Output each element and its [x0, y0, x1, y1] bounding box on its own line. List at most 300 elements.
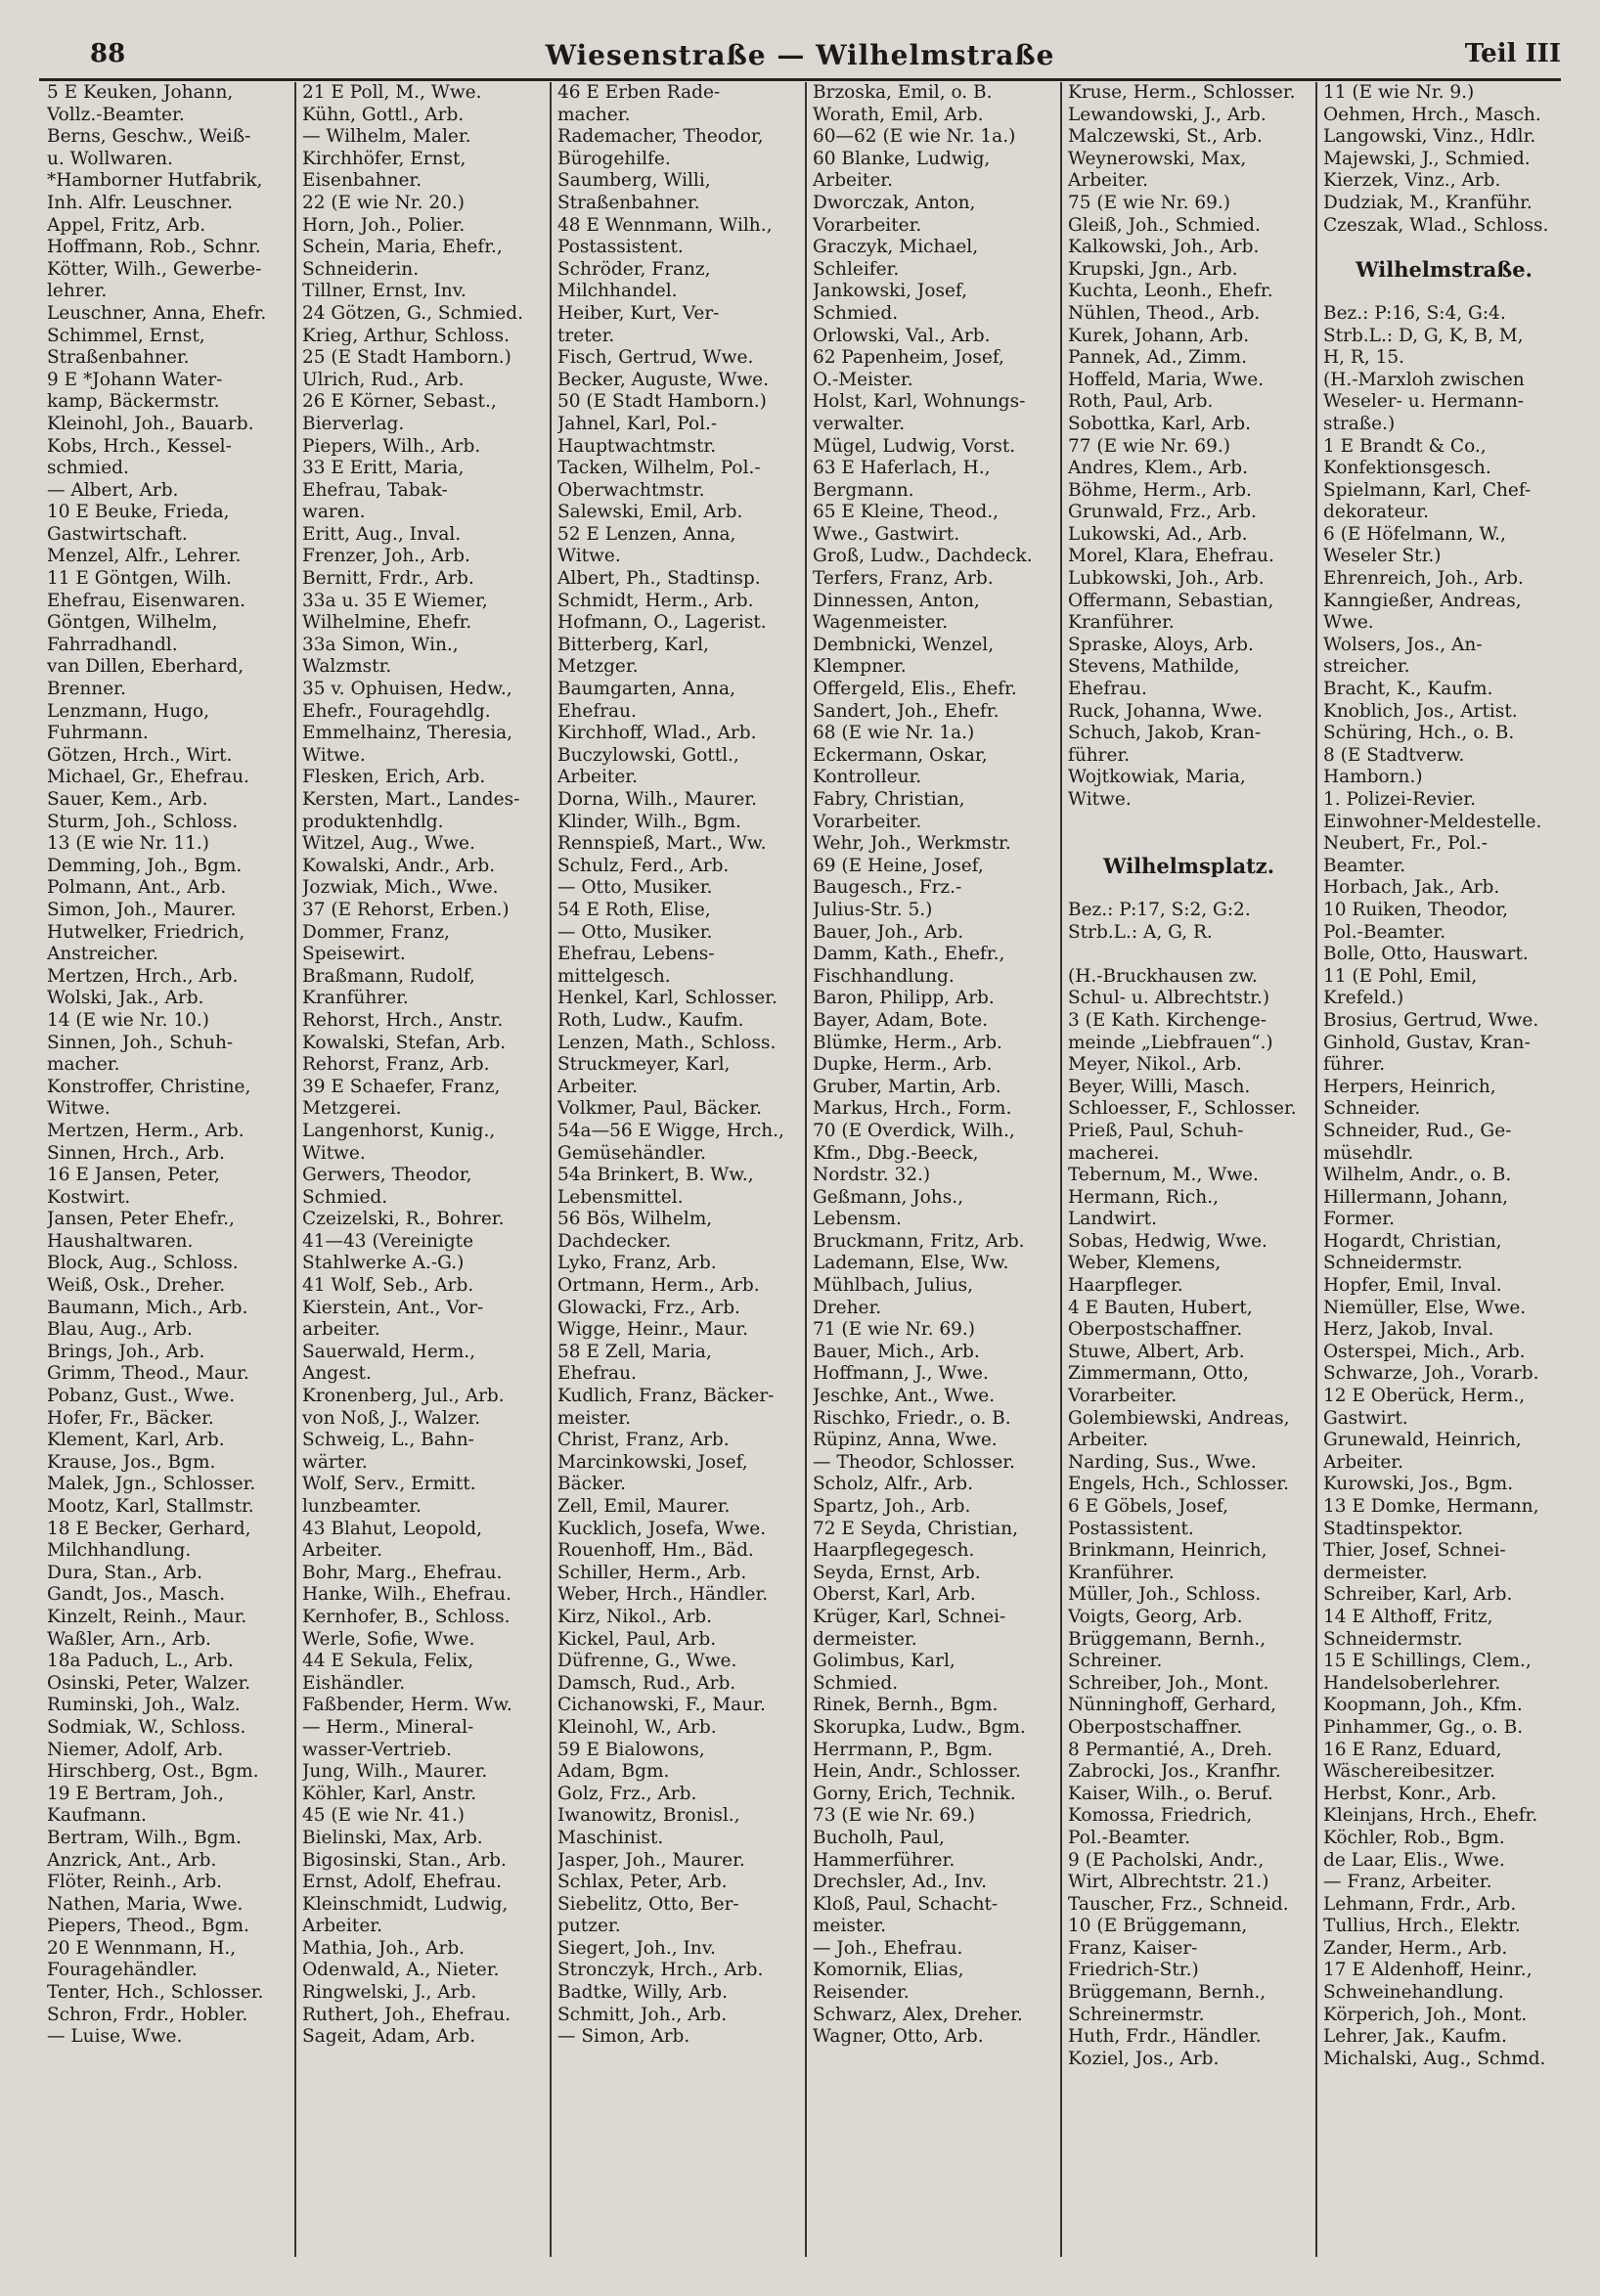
entry-line: Nordstr. 32.): [813, 1165, 931, 1186]
entry-line: Krüger, Karl, Schnei-: [813, 1606, 1006, 1627]
street-heading: Wilhelmsplatz.: [1102, 855, 1275, 878]
entry-line: 75 (E wie Nr. 69.): [1068, 192, 1231, 213]
entry-line: Glowacki, Frz., Arb.: [557, 1297, 740, 1318]
entry-line: Schuch, Jakob, Kran-: [1068, 723, 1262, 744]
entry-line: 68 (E wie Nr. 1a.): [813, 723, 975, 744]
entry-line: macher.: [557, 104, 631, 125]
entry-line: Brzoska, Emil, o. B.: [813, 82, 993, 103]
entry-line: Pol.-Beamter.: [1068, 1827, 1191, 1848]
entry-line: Sageit, Adam, Arb.: [302, 2026, 476, 2048]
entry-line: Witzel, Aug., Wwe.: [302, 833, 475, 855]
entry-line: Stadtinspektor.: [1323, 1518, 1464, 1539]
entry-line: Baron, Philipp, Arb.: [813, 988, 995, 1009]
entry-line: Schul- u. Albrechtstr.): [1068, 988, 1270, 1009]
entry-line: Kierstein, Ant., Vor-: [302, 1297, 484, 1318]
entry-line: Arbeiter.: [1068, 170, 1148, 192]
entry-line: Nünninghoff, Gerhard,: [1068, 1695, 1276, 1716]
entry-line: Schron, Frdr., Hobler.: [47, 2004, 248, 2025]
entry-line: Eisenbahner.: [302, 170, 422, 192]
entry-line: H, R, 15.: [1323, 347, 1405, 369]
entry-line: Offergeld, Elis., Ehefr.: [813, 679, 1017, 700]
entry-line: Kobs, Hrch., Kessel-: [47, 435, 232, 457]
entry-line: Morel, Klara, Ehefrau.: [1068, 546, 1274, 567]
entry-line: Salewski, Emil, Arb.: [557, 502, 743, 523]
entry-line: Wagenmeister.: [813, 612, 949, 634]
entry-line: Mootz, Karl, Stallmstr.: [47, 1496, 254, 1517]
entry-line: Fahrradhandl.: [47, 634, 178, 655]
entry-line: Schulz, Ferd., Arb.: [557, 855, 730, 876]
entry-line: — Luise, Wwe.: [47, 2026, 183, 2048]
entry-line: Lenzen, Math., Schloss.: [557, 1032, 777, 1053]
entry-line: Becker, Auguste, Wwe.: [557, 369, 769, 390]
entry-line: Lenzmann, Hugo,: [47, 700, 209, 722]
page-header: [39, 39, 1561, 82]
entry-line: Hirschberg, Ost., Bgm.: [47, 1761, 259, 1783]
header-rule: [39, 78, 1561, 81]
entry-line: Klement, Karl, Arb.: [47, 1430, 225, 1451]
entry-line: Rehorst, Hrch., Anstr.: [302, 1009, 504, 1031]
entry-line: Kernhofer, B., Schloss.: [302, 1606, 511, 1627]
entry-line: Schmied.: [813, 302, 899, 324]
entry-line: 15 E Schillings, Clem.,: [1323, 1651, 1532, 1672]
entry-line: Ehefrau, Eisenwaren.: [47, 590, 245, 611]
entry-line: Dupke, Herm., Arb.: [813, 1054, 993, 1076]
entry-line: Graczyk, Michael,: [813, 237, 979, 258]
entry-line: mittelgesch.: [557, 965, 671, 987]
entry-line: Vorarbeiter.: [1068, 1386, 1178, 1407]
entry-line: wärter.: [302, 1451, 368, 1473]
entry-line: 12 E Oberück, Herm.,: [1323, 1386, 1526, 1407]
entry-line: Bayer, Adam, Bote.: [813, 1009, 989, 1031]
entry-line: Zander, Herm., Arb.: [1323, 1937, 1508, 1959]
entry-line: Walzmstr.: [302, 656, 392, 678]
entry-line: müsehdlr.: [1323, 1142, 1414, 1164]
entry-line: 18a Paduch, L., Arb.: [47, 1651, 234, 1672]
entry-line: Weseler- u. Hermann-: [1323, 391, 1524, 413]
entry-line: Brenner.: [47, 679, 126, 700]
entry-line: Sinnen, Joh., Schuh-: [47, 1032, 234, 1053]
entry-line: Tillner, Ernst, Inv.: [302, 281, 467, 302]
entry-line: Kontrolleur.: [813, 767, 922, 788]
entry-line: verwalter.: [813, 413, 906, 434]
entry-line: Rouenhoff, Hm., Bäd.: [557, 1540, 754, 1562]
entry-line: 72 E Seyda, Christian,: [813, 1518, 1019, 1539]
entry-line: Saumberg, Willi,: [557, 170, 711, 192]
entry-line: Pannek, Ad., Zimm.: [1068, 347, 1247, 369]
entry-line: Postassistent.: [1068, 1518, 1194, 1539]
entry-line: 11 (E wie Nr. 9.): [1323, 82, 1475, 103]
entry-line: Pinhammer, Gg., o. B.: [1323, 1716, 1524, 1738]
entry-line: [1068, 812, 1310, 834]
entry-line: Spielmann, Karl, Chef-: [1323, 479, 1532, 501]
entry-line: Krause, Jos., Bgm.: [47, 1451, 216, 1473]
entry-line: 54a Brinkert, B. Ww.,: [557, 1165, 754, 1186]
entry-line: Jahnel, Karl, Pol.-: [557, 413, 718, 434]
entry-line: van Dillen, Eberhard,: [47, 656, 244, 678]
entry-line: Jankowski, Josef,: [813, 281, 967, 302]
entry-line: Weiß, Osk., Dreher.: [47, 1275, 226, 1297]
entry-line: Langenhorst, Kunig.,: [302, 1120, 496, 1141]
entry-line: Simon, Joh., Maurer.: [47, 899, 237, 920]
entry-line: Beyer, Willi, Masch.: [1068, 1076, 1251, 1097]
entry-line: Ruminski, Joh., Walz.: [47, 1695, 241, 1716]
entry-line: Hogardt, Christian,: [1323, 1230, 1502, 1252]
entry-line: 14 E Althoff, Fritz,: [1323, 1606, 1493, 1627]
entry-line: Frenzer, Joh., Arb.: [302, 546, 470, 567]
column-2: [294, 82, 550, 2257]
entry-line: Witwe.: [47, 1098, 111, 1120]
entry-line: meinde „Liebfrauen“.): [1068, 1032, 1273, 1053]
entry-line: Postassistent.: [557, 237, 684, 258]
column-3: [550, 82, 805, 2257]
columns-container: [41, 82, 1571, 2257]
entry-line: Kirchhöfer, Ernst,: [302, 148, 467, 169]
entry-line: Gleiß, Joh., Schmied.: [1068, 214, 1261, 236]
entry-line: 33 E Eritt, Maria,: [302, 458, 465, 479]
entry-line: Wojtkowiak, Maria,: [1068, 767, 1246, 788]
entry-line: 60 Blanke, Ludwig,: [813, 148, 991, 169]
entry-line: Vorarbeiter.: [813, 811, 922, 832]
entry-line: Flesken, Erich, Arb.: [302, 767, 486, 788]
entry-line: Sauerwald, Herm.,: [302, 1341, 476, 1362]
entry-line: Fuhrmann.: [47, 723, 149, 744]
entry-line: Kowalski, Stefan, Arb.: [302, 1032, 507, 1053]
entry-line: 48 E Wennmann, Wilh.,: [557, 214, 773, 236]
entry-line: Vollz.-Beamter.: [47, 104, 185, 125]
entry-line: Straßenbahner.: [47, 347, 190, 369]
entry-line: Werle, Sofie, Wwe.: [302, 1628, 475, 1650]
entry-line: Klinder, Wilh., Bgm.: [557, 811, 741, 832]
entry-line: Weseler Str.): [1323, 546, 1442, 567]
entry-line: Stahlwerke A.-G.): [302, 1253, 465, 1274]
entry-line: — Wilhelm, Maler.: [302, 126, 471, 148]
entry-line: Prieß, Paul, Schuh-: [1068, 1120, 1244, 1141]
entry-line: Nathen, Maria, Wwe.: [47, 1893, 244, 1915]
entry-line: Herz, Jakob, Inval.: [1323, 1319, 1494, 1341]
entry-line: Orlowski, Val., Arb.: [813, 325, 991, 346]
entry-line: Kudlich, Franz, Bäcker-: [557, 1386, 775, 1407]
entry-line: Anstreicher.: [47, 944, 158, 965]
entry-line: Brings, Joh., Arb.: [47, 1341, 205, 1362]
entry-line: Henkel, Karl, Schlosser.: [557, 988, 778, 1009]
entry-line: Hoffmann, Rob., Schnr.: [47, 237, 261, 258]
entry-line: Schiller, Herm., Arb.: [557, 1562, 747, 1583]
entry-line: Schwarz, Alex, Dreher.: [813, 2004, 1023, 2025]
entry-line: 6 E Göbels, Josef,: [1068, 1496, 1228, 1517]
entry-line: 33a Simon, Win.,: [302, 634, 459, 655]
column-4: [805, 82, 1060, 2257]
entry-line: Golimbus, Karl,: [813, 1651, 956, 1672]
entry-line: 58 E Zell, Maria,: [557, 1341, 712, 1362]
entry-line: 54 E Roth, Elise,: [557, 899, 711, 920]
entry-line: Kurek, Johann, Arb.: [1068, 325, 1250, 346]
entry-line: dekorateur.: [1323, 502, 1430, 523]
entry-line: meister.: [813, 1916, 886, 1937]
entry-line: Polmann, Ant., Arb.: [47, 877, 227, 899]
entry-line: Komornik, Elias,: [813, 1960, 964, 1981]
entry-line: Rischko, Friedr., o. B.: [813, 1407, 1011, 1429]
entry-line: 62 Papenheim, Josef,: [813, 347, 1004, 369]
entry-line: Hopfer, Emil, Inval.: [1323, 1275, 1502, 1297]
entry-line: Drechsler, Ad., Inv.: [813, 1872, 988, 1893]
entry-line: Hoffmann, J., Wwe.: [813, 1363, 989, 1385]
entry-line: Horn, Joh., Polier.: [302, 214, 466, 236]
entry-line: arbeiter.: [302, 1319, 380, 1341]
entry-line: führer.: [1323, 1054, 1386, 1076]
entry-line: Weber, Klemens,: [1068, 1253, 1222, 1274]
entry-line: Kostwirt.: [47, 1186, 131, 1208]
entry-line: Kirz, Nikol., Arb.: [557, 1606, 713, 1627]
entry-line: Friedrich-Str.): [1068, 1960, 1199, 1981]
entry-line: Dembnicki, Wenzel,: [813, 634, 995, 655]
entry-line: Schweinehandlung.: [1323, 1982, 1504, 2004]
entry-line: Demming, Joh., Bgm.: [47, 855, 243, 876]
entry-line: lehrer.: [47, 281, 108, 302]
entry-line: Schneidermstr.: [1323, 1628, 1463, 1650]
entry-line: Kowalski, Andr., Arb.: [302, 855, 496, 876]
entry-line: Gastwirtschaft.: [47, 523, 188, 545]
entry-line: 17 E Aldenhoff, Heinr.,: [1323, 1960, 1533, 1981]
entry-line: Baumann, Mich., Arb.: [47, 1297, 248, 1318]
entry-line: 70 (E Overdick, Wilh.,: [813, 1120, 1015, 1141]
entry-line: Former.: [1323, 1209, 1395, 1230]
entry-line: Hoffeld, Maria, Wwe.: [1068, 369, 1265, 390]
entry-line: 9 (E Pacholski, Andr.,: [1068, 1849, 1265, 1871]
entry-line: Schreiber, Karl, Arb.: [1323, 1584, 1513, 1606]
entry-line: Klempner.: [813, 656, 907, 678]
entry-line: Langowski, Vinz., Hdlr.: [1323, 126, 1536, 148]
entry-line: 10 E Beuke, Frieda,: [47, 502, 230, 523]
entry-line: Bertram, Wilh., Bgm.: [47, 1827, 242, 1848]
entry-line: Schleifer.: [813, 258, 900, 280]
entry-line: Stevens, Mathilde,: [1068, 656, 1240, 678]
entry-line: Schloesser, F., Schlosser.: [1068, 1098, 1297, 1120]
entry-line: Franz, Kaiser-: [1068, 1937, 1198, 1959]
entry-line: Koopmann, Joh., Kfm.: [1323, 1695, 1523, 1716]
entry-line: Konstroffer, Christine,: [47, 1076, 251, 1097]
entry-line: Herpers, Heinrich,: [1323, 1076, 1496, 1097]
entry-line: Kurowski, Jos., Bgm.: [1323, 1474, 1514, 1495]
entry-line: Kranführer.: [1068, 612, 1175, 634]
entry-line: Vorarbeiter.: [813, 214, 922, 236]
entry-line: Wirt, Albrechtstr. 21.): [1068, 1872, 1269, 1893]
entry-line: — Franz, Arbeiter.: [1323, 1872, 1492, 1893]
entry-line: Schüring, Hch., o. B.: [1323, 723, 1515, 744]
entry-line: Arbeiter.: [557, 767, 638, 788]
entry-line: Witwe.: [1068, 789, 1132, 810]
entry-line: Hermann, Rich.,: [1068, 1186, 1219, 1208]
entry-line: Kötter, Wilh., Gewerbe-: [47, 258, 262, 280]
entry-line: Siegert, Joh., Inv.: [557, 1937, 716, 1959]
entry-line: wasser-Vertrieb.: [302, 1739, 452, 1760]
entry-line: Dreher.: [813, 1297, 882, 1318]
entry-line: Osterspei, Mich., Arb.: [1323, 1341, 1526, 1362]
entry-line: Körperich, Joh., Mont.: [1323, 2004, 1528, 2025]
entry-line: Buczylowski, Gottl.,: [557, 744, 739, 766]
entry-line: Bäcker.: [557, 1474, 626, 1495]
entry-line: Michael, Gr., Ehefrau.: [47, 767, 249, 788]
entry-line: Dommer, Franz,: [302, 921, 450, 943]
entry-line: Ehefr., Fouragehdlg.: [302, 700, 491, 722]
entry-line: Fabry, Christian,: [813, 789, 965, 810]
entry-line: Kleinohl, W., Arb.: [557, 1716, 717, 1738]
entry-line: Golz, Frz., Arb.: [557, 1783, 697, 1804]
entry-line: — Herm., Mineral-: [302, 1716, 474, 1738]
entry-line: [1068, 944, 1310, 966]
entry-line: 37 (E Rehorst, Erben.): [302, 899, 510, 920]
entry-line: 16 E Jansen, Peter,: [47, 1165, 220, 1186]
entry-line: Adam, Bgm.: [557, 1761, 670, 1783]
entry-line: 18 E Becker, Gerhard,: [47, 1518, 251, 1539]
entry-line: Angest.: [302, 1363, 372, 1385]
entry-line: dermeister.: [813, 1628, 917, 1650]
entry-line: Golembiewski, Andreas,: [1068, 1407, 1290, 1429]
entry-line: Skorupka, Ludw., Bgm.: [813, 1716, 1026, 1738]
entry-line: Oberst, Karl, Arb.: [813, 1584, 976, 1606]
entry-line: Witwe.: [557, 546, 621, 567]
entry-line: Blümke, Herm., Arb.: [813, 1032, 1002, 1053]
entry-line: Iwanowitz, Bronisl.,: [557, 1805, 740, 1827]
entry-line: [1068, 877, 1310, 900]
entry-line: Haarpflegegesch.: [813, 1540, 975, 1562]
entry-line: 60—62 (E wie Nr. 1a.): [813, 126, 1016, 148]
entry-line: Hofer, Fr., Bäcker.: [47, 1407, 214, 1429]
entry-line: Rinek, Bernh., Bgm.: [813, 1695, 999, 1716]
entry-line: 50 (E Stadt Hamborn.): [557, 391, 767, 413]
entry-line: Oberpostschaffner.: [1068, 1319, 1243, 1341]
entry-line: Rehorst, Franz, Arb.: [302, 1054, 490, 1076]
entry-line: Neubert, Fr., Pol.-: [1323, 833, 1489, 855]
entry-line: Schneiderin.: [302, 258, 420, 280]
entry-line: Odenwald, A., Nieter.: [302, 1960, 500, 1981]
entry-line: Lehmann, Frdr., Arb.: [1323, 1893, 1517, 1915]
entry-line: Kleinjans, Hrch., Ehefr.: [1323, 1805, 1538, 1827]
entry-line: Bez.: P:16, S:4, G:4.: [1323, 302, 1506, 324]
entry-line: Worath, Emil, Arb.: [813, 104, 984, 125]
entry-line: 16 E Ranz, Eduard,: [1323, 1739, 1502, 1760]
entry-line: Witwe.: [302, 744, 366, 766]
entry-line: Niemüller, Else, Wwe.: [1323, 1297, 1527, 1318]
entry-line: Schweig, L., Bahn-: [302, 1430, 474, 1451]
entry-line: Köhler, Karl, Anstr.: [302, 1783, 477, 1804]
entry-line: Zimmermann, Otto,: [1068, 1363, 1249, 1385]
entry-line: Gruber, Martin, Arb.: [813, 1076, 1001, 1097]
entry-line: Bitterberg, Karl,: [557, 634, 709, 655]
entry-line: Weber, Hrch., Händler.: [557, 1584, 769, 1606]
entry-line: Ehefrau.: [557, 700, 637, 722]
entry-line: Christ, Franz, Arb.: [557, 1430, 730, 1451]
entry-line: Majewski, J., Schmied.: [1323, 148, 1531, 169]
entry-line: Faßbender, Herm. Ww.: [302, 1695, 512, 1716]
entry-line: Wigge, Heinr., Maur.: [557, 1319, 748, 1341]
entry-line: Jeschke, Ant., Wwe.: [813, 1386, 996, 1407]
entry-line: Volkmer, Paul, Bäcker.: [557, 1098, 763, 1120]
entry-line: Thier, Josef, Schnei-: [1323, 1540, 1506, 1562]
entry-line: — Otto, Musiker.: [557, 877, 713, 899]
entry-line: 35 v. Ophuisen, Hedw.,: [302, 679, 512, 700]
entry-line: Pol.-Beamter.: [1323, 921, 1446, 943]
entry-line: Groß, Ludw., Dachdeck.: [813, 546, 1033, 567]
entry-line: Ruck, Johanna, Wwe.: [1068, 700, 1263, 722]
entry-line: Kronenberg, Jul., Arb.: [302, 1386, 505, 1407]
entry-line: Struckmeyer, Karl,: [557, 1054, 731, 1076]
entry-line: Grunewald, Heinrich,: [1323, 1430, 1522, 1451]
entry-line: Mathia, Joh., Arb.: [302, 1937, 466, 1959]
part-label: Teil III: [1464, 39, 1561, 68]
entry-line: Wolf, Serv., Ermitt.: [302, 1474, 476, 1495]
entry-line: Offermann, Sebastian,: [1068, 590, 1274, 611]
entry-line: Wwe., Gastwirt.: [813, 523, 960, 545]
entry-line: Handelsoberlehrer.: [1323, 1672, 1501, 1694]
entry-line: Zell, Emil, Maurer.: [557, 1496, 731, 1517]
entry-line: Rennspieß, Mart., Ww.: [557, 833, 767, 855]
entry-line: Oberwachtmstr.: [557, 479, 705, 501]
entry-line: 13 (E wie Nr. 11.): [47, 833, 210, 855]
entry-line: Hammerführer.: [813, 1849, 956, 1871]
entry-line: Arbeiter.: [1068, 1430, 1148, 1451]
entry-line: Rüpinz, Anna, Wwe.: [813, 1430, 998, 1451]
entry-line: Jung, Wilh., Maurer.: [302, 1761, 488, 1783]
entry-line: Oehmen, Hrch., Masch.: [1323, 104, 1541, 125]
entry-line: u. Wollwaren.: [47, 148, 173, 169]
entry-line: Arbeiter.: [302, 1540, 382, 1562]
entry-line: Wäschereibesitzer.: [1323, 1761, 1495, 1783]
entry-line: 44 E Sekula, Felix,: [302, 1651, 474, 1672]
entry-line: Schmidt, Herm., Arb.: [557, 590, 754, 611]
entry-line: Sauer, Kem., Arb.: [47, 789, 208, 810]
entry-line: Sobottka, Karl, Arb.: [1068, 413, 1251, 434]
entry-line: Anzrick, Ant., Arb.: [47, 1849, 217, 1871]
entry-line: Bernitt, Frdr., Arb.: [302, 568, 474, 590]
entry-line: Ginhold, Gustav, Kran-: [1323, 1032, 1531, 1053]
entry-line: 63 E Haferlach, H.,: [813, 458, 991, 479]
entry-line: dermeister.: [1323, 1562, 1428, 1583]
entry-line: Komossa, Friedrich,: [1068, 1805, 1253, 1827]
entry-line: Hanke, Wilh., Ehefrau.: [302, 1584, 511, 1606]
entry-line: Kuchta, Leonh., Ehefr.: [1068, 281, 1273, 302]
entry-line: Schein, Maria, Ehefr.,: [302, 237, 503, 258]
entry-line: Block, Aug., Schloss.: [47, 1253, 239, 1274]
entry-line: von Noß, J., Walzer.: [302, 1407, 481, 1429]
entry-line: Inh. Alfr. Leuschner.: [47, 192, 234, 213]
entry-line: Seyda, Ernst, Arb.: [813, 1562, 981, 1583]
entry-line: Ortmann, Herm., Arb.: [557, 1275, 760, 1297]
entry-line: Lukowski, Ad., Arb.: [1068, 523, 1248, 545]
entry-line: Dudziak, M., Kranführ.: [1323, 192, 1533, 213]
entry-line: Rademacher, Theodor,: [557, 126, 764, 148]
entry-line: Lyko, Franz, Arb.: [557, 1253, 717, 1274]
entry-line: Dworczak, Anton,: [813, 192, 976, 213]
entry-line: Schreiber, Joh., Mont.: [1068, 1672, 1269, 1694]
entry-line: Sinnen, Hrch., Arb.: [47, 1142, 225, 1164]
entry-line: Stronczyk, Hrch., Arb.: [557, 1960, 764, 1981]
column-6: [1315, 82, 1571, 2257]
entry-line: Schmied.: [302, 1186, 388, 1208]
entry-line: Einwohner-Meldestelle.: [1323, 811, 1542, 832]
entry-line: Bauer, Joh., Arb.: [813, 921, 964, 943]
entry-line: 13 E Domke, Hermann,: [1323, 1496, 1539, 1517]
entry-line: macher.: [47, 1054, 120, 1076]
entry-line: Bez.: P:17, S:2, G:2.: [1068, 899, 1251, 920]
entry-line: Geßmann, Johs.,: [813, 1186, 963, 1208]
entry-line: Lubkowski, Joh., Arb.: [1068, 568, 1265, 590]
entry-line: Arbeiter.: [302, 1916, 382, 1937]
entry-line: Gastwirt.: [1323, 1407, 1408, 1429]
entry-line: Kucklich, Josefa, Wwe.: [557, 1518, 767, 1539]
entry-line: Kersten, Mart., Landes-: [302, 789, 520, 810]
entry-line: Krupski, Jgn., Arb.: [1068, 258, 1238, 280]
entry-line: Gerwers, Theodor,: [302, 1165, 472, 1186]
